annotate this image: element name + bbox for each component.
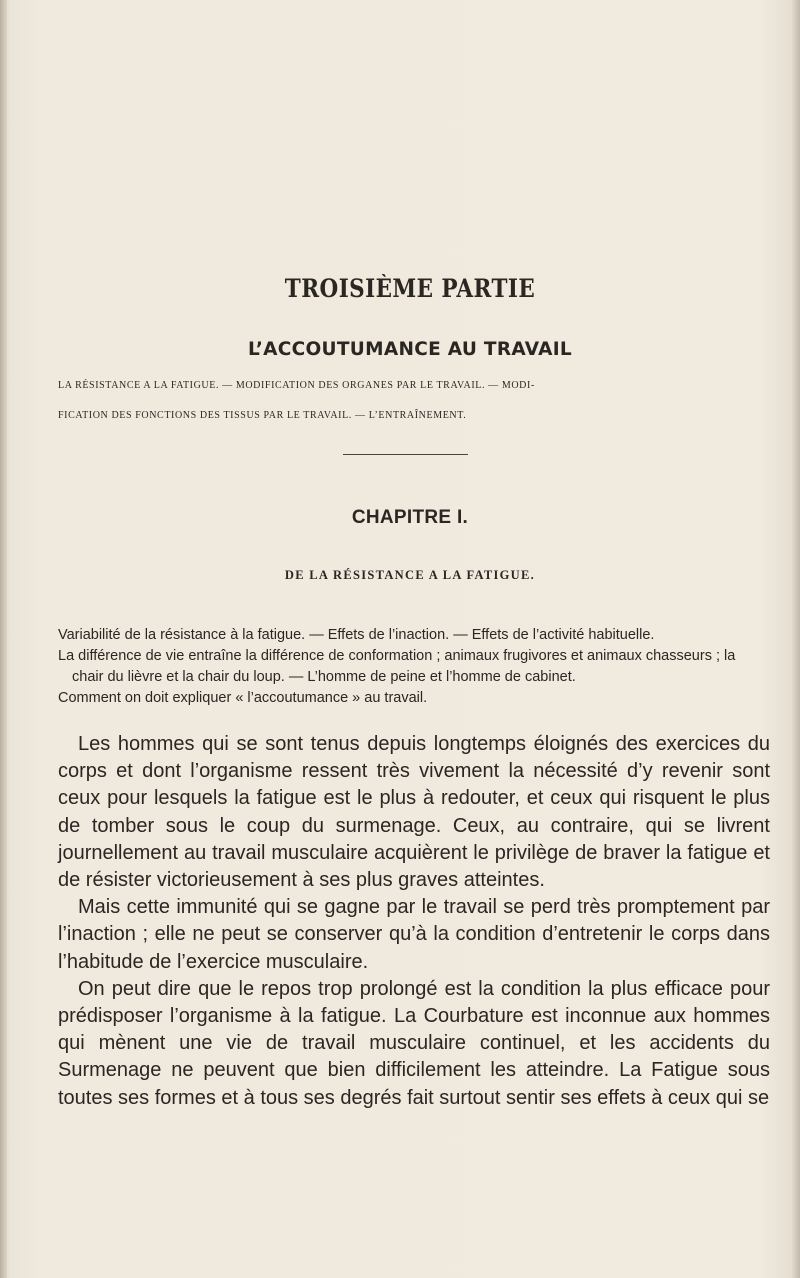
part-title: TROISIÈME PARTIE bbox=[284, 274, 536, 303]
part-summary-line-1: LA RÉSISTANCE A LA FATIGUE. — MODIFICATION DES ORGANES PAR LE TRAVAIL. — MODI- bbox=[58, 380, 535, 391]
chapter-summary-item: La différence de vie entraîne la différence de conformation ; animaux frugivores et animaux chasseurs ; la chair du lièvre et la chair du loup. — L’homme de peine et l’homme de cabinet. bbox=[58, 648, 736, 685]
section-divider bbox=[343, 454, 468, 455]
chapter-subtitle: DE LA RÉSISTANCE A LA FATIGUE. bbox=[284, 568, 536, 582]
chapter-title: CHAPITRE I. bbox=[351, 507, 469, 528]
part-summary-line-2: FICATION DES FONCTIONS DES TISSUS PAR LE TRAVAIL. — L’ENTRAÎNEMENT. bbox=[58, 410, 467, 421]
chapter-summary bbox=[58, 625, 770, 709]
page-right-edge bbox=[792, 0, 800, 1278]
body-paragraph: Les hommes qui se sont tenus depuis longtemps éloignés des exercices du corps et dont l’organisme ressent très vivement la nécessité d’y revenir sont ceux pour lesquels la fatigue est le plus à redouter, et ceux qui risquent le plus de tomber sous le coup du surmenage. Ceux, au contraire, qui se livrent journellement au travail musculaire acquièrent le privilège de braver la fatigue et de résister victorieusement à ses plus graves atteintes. bbox=[58, 733, 770, 892]
page-left-edge bbox=[0, 0, 7, 1278]
part-summary bbox=[58, 371, 762, 431]
chapter-summary-item: Comment on doit expliquer « l’accoutumance » au travail. bbox=[58, 690, 428, 706]
part-subtitle: L’ACCOUTUMANCE AU TRAVAIL bbox=[248, 339, 572, 360]
body-text bbox=[58, 731, 770, 1112]
chapter-summary-item: Variabilité de la résistance à la fatigue. — Effets de l’inaction. — Effets de l’activité habituelle. bbox=[58, 627, 655, 643]
body-paragraph: Mais cette immunité qui se gagne par le travail se perd très promptement par l’inaction ; elle ne peut se conserver qu’à la condition d’entretenir le corps dans l’habitude de l’exercice musculaire. bbox=[58, 896, 770, 973]
body-paragraph: On peut dire que le repos trop prolongé est la condition la plus efficace pour prédisposer l’organisme à la fatigue. La Courbature est inconnue aux hommes qui mènent une vie de travail musculaire continuel, et les accidents du Surmenage ne peuvent que bien difficilement les atteindre. La Fatigue sous toutes ses formes et à tous ses degrés fait surtout sentir ses effets à ceux qui se bbox=[58, 977, 770, 1109]
